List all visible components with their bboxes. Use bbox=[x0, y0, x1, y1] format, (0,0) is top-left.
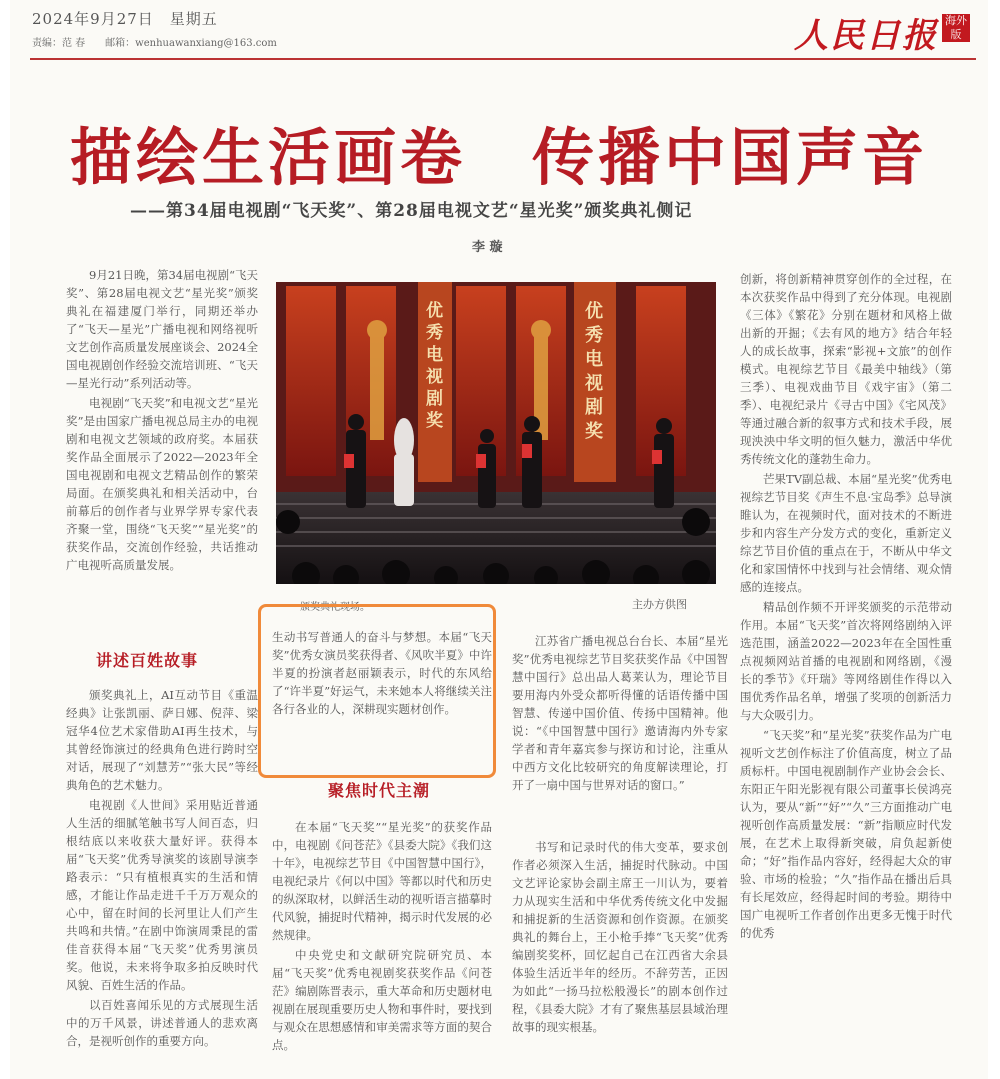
photo-credit: 主办方供图 bbox=[632, 598, 687, 611]
ceremony-photo bbox=[276, 282, 716, 584]
paragraph: “飞天奖”和“星光奖”获奖作品为广电视听文艺创作标注了价值高度，树立了品质标杆。中国电视剧制作产业协会会长、东阳正午阳光影视有限公司董事长侯鸿亮认为，要从“新”“好”“久”三方面推动广电视听创作高质量发展：“新”指顺应时代发展，在艺术上取得新突破，肩负起新使命；“好”指作品内容好，经得起大众的审验、市场的检验；“久”指作品在播出后具有长尾效应，经得起时间的考验。期待中国广电视听工作者创作出更多无愧于时代的优秀 bbox=[740, 728, 952, 940]
editor-line: 责编：范 春 邮箱：wenhuawanxiang@163.com bbox=[32, 38, 277, 49]
paragraph: 以百姓喜闻乐见的方式展现生活中的万千风景，讲述普通人的悲欢离合，是视听创作的重要方向。 bbox=[66, 998, 258, 1048]
paragraph: 颁奖典礼上，AI互动节目《重温经典》让张凯丽、萨日娜、倪萍、梁冠华4位艺术家借助AI再生技术，与其曾经饰演过的经典角色进行跨时空对话，展现了“刘慧芳”“张大民”等经典角色的艺术魅力。 bbox=[66, 688, 258, 792]
column-1-bottom bbox=[66, 686, 258, 1052]
edition-badge: 海外版 bbox=[942, 14, 970, 42]
masthead-logo: 人民日报 bbox=[794, 16, 938, 56]
paragraph: 在本届“飞天奖”“星光奖”的获奖作品中，电视剧《问苍茫》《县委大院》《我们这十年》，电视综艺节目《中国智慧中国行》，电视纪录片《何以中国》等都以时代和历史的纵深取材，以鲜活生动的视听语言描摹时代风貌，捕捉时代精神，揭示时代发展的必然规律。 bbox=[272, 820, 492, 942]
issue-date: 2024年9月27日 星期五 bbox=[32, 10, 218, 28]
paragraph: 创新，将创新精神贯穿创作的全过程，在本次获奖作品中得到了充分体现。电视剧《三体》《繁花》分别在题材和风格上做出新的开掘；《去有风的地方》结合年轻人的成长故事，探索“影视+文旅”的创作模式。电视综艺节目《最美中轴线》（第三季）、电视戏曲节目《戏宇宙》（第二季）、电视纪录片《寻古中国》《宅风茂》等通过融合新的叙事方式和技术手段，展现泱泱中华文明的恒久魅力，激活中华优秀传统文化的蓬勃生命力。 bbox=[740, 272, 952, 466]
column-4 bbox=[740, 270, 952, 944]
stage-illustration bbox=[276, 282, 716, 584]
newspaper-page bbox=[10, 0, 988, 1079]
column-3-bottom bbox=[512, 838, 728, 1038]
column-3-top bbox=[512, 632, 728, 796]
banner-text-left: 优秀电视剧奖 bbox=[426, 301, 443, 431]
paragraph: 9月21日晚，第34届电视剧“飞天奖”、第28届电视文艺“星光奖”颁奖典礼在福建厦门举行，同期还举办了“飞天—星光”广播电视和网络视听文艺创作高质量发展座谈会、2024全国电视剧创作经验交流培训班、“飞天—星光行动”系列活动等。 bbox=[66, 268, 258, 390]
paragraph: 书写和记录时代的伟大变革，要求创作者必须深入生活，捕捉时代脉动。中国文艺评论家协会副主席王一川认为，要着力从现实生活和中华优秀传统文化中发掘和捕捉新的生活资源和创作资源。在颁奖典礼的舞台上，王小枪手捧“飞天奖”优秀编剧奖奖杯，回忆起自己在江西省大余县体验生活近半年的经历。不辞劳苦，正因为如此“一扬马拉松般漫长”的剧本创作过程，《县委大院》才有了聚焦基层县域治理故事的现实根基。 bbox=[512, 840, 728, 1034]
banner-text-right: 优秀电视剧奖 bbox=[585, 301, 603, 442]
paragraph: 中央党史和文献研究院研究员、本届“飞天奖”优秀电视剧奖获奖作品《问苍茫》编剧陈晋表示，重大革命和历史题材电视剧在展现重要历史人物和事件时，要找到与观众在思想感情和审美需求等方面的契合点。 bbox=[272, 948, 492, 1052]
paragraph: 精品创作频不开评奖颁奖的示范带动作用。本届“飞天奖”首次将网络剧纳入评选范围，涵盖2022—2023年在全国性重点视频网站首播的电视剧和网络剧，《漫长的季节》《玕瑞》等网络剧佳作得以入围优秀作品名单，增强了奖项的创新活力与大众吸引力。 bbox=[740, 600, 952, 722]
photo-caption: 颁奖典礼现场。 bbox=[300, 602, 370, 613]
section-heading-2: 聚焦时代主潮 bbox=[328, 781, 431, 800]
article-subtitle: ——第34届电视剧“飞天奖”、第28届电视文艺“星光奖”颁奖典礼侧记 bbox=[130, 201, 693, 221]
paragraph: 生动书写普通人的奋斗与梦想。本届“飞天奖”优秀女演员奖获得者、《风吹半夏》中许半夏的扮演者赵丽颖表示，时代的东风给了“许半夏”好运气，未来她本人将继续关注各行各业的人，深耕现实题材创作。 bbox=[272, 630, 492, 716]
paragraph: 江苏省广播电视总台台长、本届“星光奖”优秀电视综艺节目奖获奖作品《中国智慧中国行》总出品人葛莱认为，理论节目要用海内外受众都听得懂的话语传播中国智慧、传递中国价值、传扬中国精神。他说：“《中国智慧中国行》邀请海内外专家学者和青年嘉宾参与探访和讨论，注重从中西方文化比较研究的角度解读理论，打开了一扇中国与世界对话的窗口。” bbox=[512, 634, 728, 792]
article-headline: 描绘生活画卷 传播中国声音 bbox=[69, 121, 928, 194]
paragraph: 电视剧《人世间》采用贴近普通人生活的细腻笔触书写人间百态，归根结底以来收获大量好评。获得本届“飞天奖”优秀导演奖的该剧导演李路表示：“只有植根真实的生活和情感，才能让作品走进千千万万观众的心中，留在时间的长河里让人们产生共鸣和共情。”在剧中饰演周秉昆的雷佳音获得本届“飞天奖”优秀男演员奖。他说，未来将争取多拍反映时代风貌、百姓生活的作品。 bbox=[66, 798, 258, 992]
orange-highlight-box bbox=[258, 604, 496, 778]
article-author: 李 璇 bbox=[472, 240, 503, 255]
header-rule bbox=[30, 58, 976, 60]
paragraph: 电视剧“飞天奖”和电视文艺“星光奖”是由国家广播电视总局主办的电视剧和电视文艺领域的政府奖。本届获奖作品全面展示了2022—2023年全国电视剧和电视文艺精品创作的繁荣局面。在颁奖典礼和相关活动中，台前幕后的创作者与业界学界专家代表齐聚一堂，围绕“飞天奖”“星光奖”的获奖作品，交流创作经验，共话推动广电视听高质量发展。 bbox=[66, 396, 258, 572]
section-heading-1: 讲述百姓故事 bbox=[96, 651, 199, 670]
column-1-top bbox=[66, 266, 258, 576]
paragraph: 芒果TV副总裁、本届“星光奖”优秀电视综艺节目奖《声生不息·宝岛季》总导演睢认为，在视频时代，面对技术的不断进步和内容生产分发方式的变化，重新定义综艺节目价值的重点在于，不断从中华文化和家国情怀中找到与社会情绪、观众情感的连接点。 bbox=[740, 472, 952, 594]
column-2-bottom bbox=[272, 818, 492, 1056]
